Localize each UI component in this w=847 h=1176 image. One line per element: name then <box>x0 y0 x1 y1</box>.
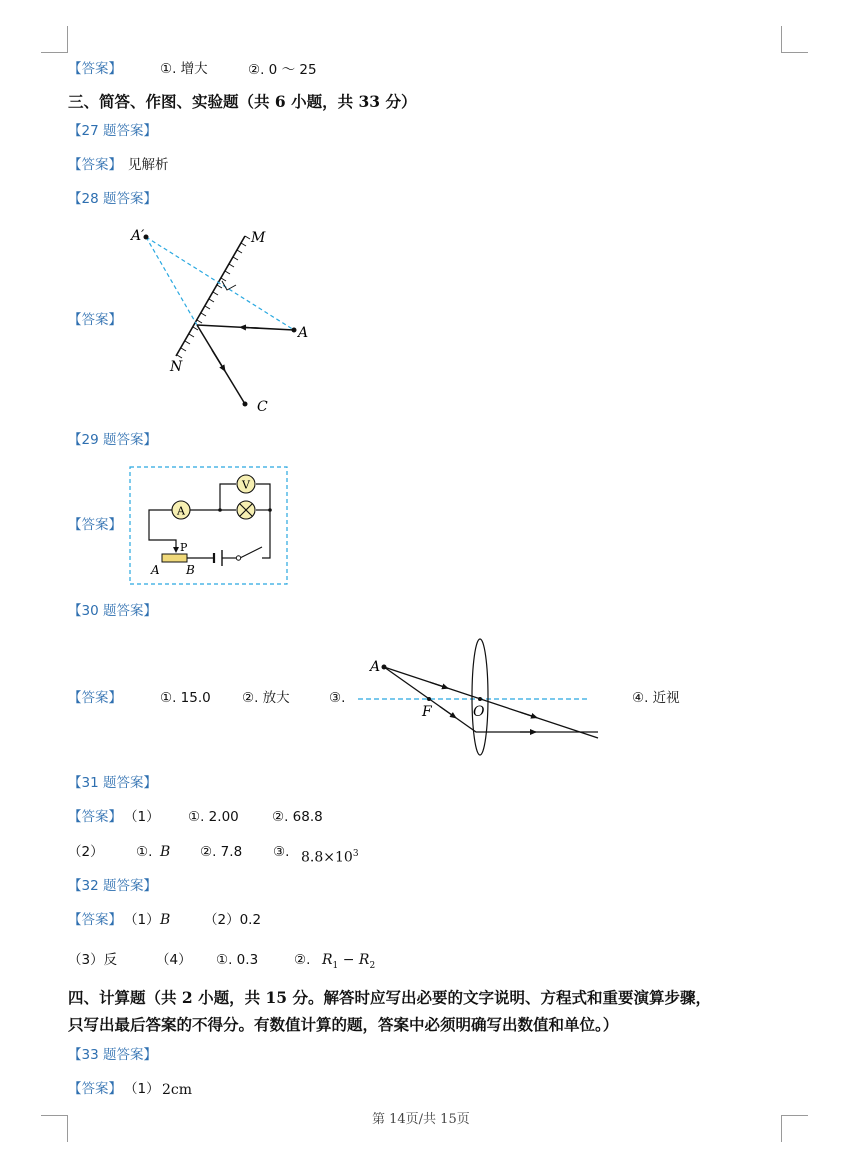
q31-header: 【31 题答案】 <box>68 775 157 791</box>
q30-choice-1: ①. 15.0 <box>160 690 211 706</box>
q32-part-1: （1） <box>124 912 160 928</box>
section-3-heading: 三、简答、作图、实验题（共 6 小题，共 33 分） <box>68 92 417 111</box>
answer-tag: 【答案】 <box>68 61 122 77</box>
q30-choice-3: ③. <box>329 690 346 706</box>
ray-arrow <box>430 682 448 688</box>
q32-part-4-choice-2: ②. <box>294 952 311 968</box>
q31-part-2-choice-2: ②. 7.8 <box>200 844 243 860</box>
label-c: C <box>257 399 268 415</box>
ray-arrow <box>520 712 537 718</box>
point-a <box>382 665 387 670</box>
answer-tag: 【答案】 <box>68 312 122 328</box>
q32-part-4: （4） <box>156 952 192 968</box>
ammeter-label: A <box>177 504 185 518</box>
q31-part-2: （2） <box>68 844 104 860</box>
section-4-heading-line-2: 只写出最后答案的不得分。有数值计算的题，答案中必须明确写出数值和单位。） <box>68 1015 619 1034</box>
q30-header: 【30 题答案】 <box>68 603 157 619</box>
label-a: A <box>370 659 381 675</box>
label-b: B <box>186 563 195 577</box>
page-number: 第 14页/共 15页 <box>372 1112 470 1127</box>
q27-answer: 见解析 <box>128 157 169 173</box>
q31-part-2-choice-1: ①. <box>136 844 153 860</box>
section-4-heading-line-1: 四、计算题（共 2 小题，共 15 分。解答时应写出必要的文字说明、方程式和重要演算步骤， <box>68 988 711 1007</box>
q32-part-4-choice-1: ①. 0.3 <box>216 952 259 968</box>
q32-part-4-choice-2-value: $R_1 - R_2$ <box>322 952 376 971</box>
q31-part-1-choice-1: ①. 2.00 <box>188 809 239 825</box>
label-f: F <box>422 704 432 720</box>
top-choice-2: ②. 0 ～ 25 <box>248 62 317 78</box>
q32-part-1-value: B <box>160 912 171 928</box>
label-p: P <box>180 541 188 554</box>
voltmeter-label: V <box>242 478 250 492</box>
label-a: A <box>298 325 309 341</box>
q32-header: 【32 题答案】 <box>68 878 157 894</box>
point-f <box>427 697 431 701</box>
point-o <box>478 697 482 701</box>
label-n: N <box>170 359 183 375</box>
label-o: O <box>473 704 485 720</box>
answer-tag: 【答案】 <box>68 1081 122 1097</box>
q30-choice-4: ④. 近视 <box>632 690 680 706</box>
q33-part-1-value: 2cm <box>162 1082 193 1098</box>
q31-part-1: （1） <box>124 809 160 825</box>
answer-tag: 【答案】 <box>68 517 122 533</box>
q31-part-2-choice-1-value: B <box>160 844 171 860</box>
q33-part-1: （1） <box>124 1081 160 1097</box>
q30-choice-2: ②. 放大 <box>242 690 290 706</box>
q32-part-3: （3）反 <box>68 952 118 968</box>
ray-through-center <box>384 667 598 738</box>
label-m: M <box>251 230 266 246</box>
q31-part-2-choice-3-value: $8.8\times 10^3$ <box>301 849 359 866</box>
q29-header: 【29 题答案】 <box>68 432 157 448</box>
label-a: A <box>151 563 160 577</box>
ray-arrow <box>440 707 456 718</box>
q33-header: 【33 题答案】 <box>68 1047 157 1063</box>
answer-tag: 【答案】 <box>68 809 122 825</box>
label-a-prime: A′ <box>131 228 145 244</box>
q31-part-1-choice-2: ②. 68.8 <box>272 809 323 825</box>
q28-header: 【28 题答案】 <box>68 191 157 207</box>
q27-header: 【27 题答案】 <box>68 123 157 139</box>
top-choice-1: ①. 增大 <box>160 61 208 77</box>
q31-part-2-choice-3: ③. <box>273 844 290 860</box>
q32-part-2: （2）0.2 <box>204 912 262 928</box>
answer-tag: 【答案】 <box>68 690 122 706</box>
answer-tag: 【答案】 <box>68 157 122 173</box>
answer-tag: 【答案】 <box>68 912 122 928</box>
